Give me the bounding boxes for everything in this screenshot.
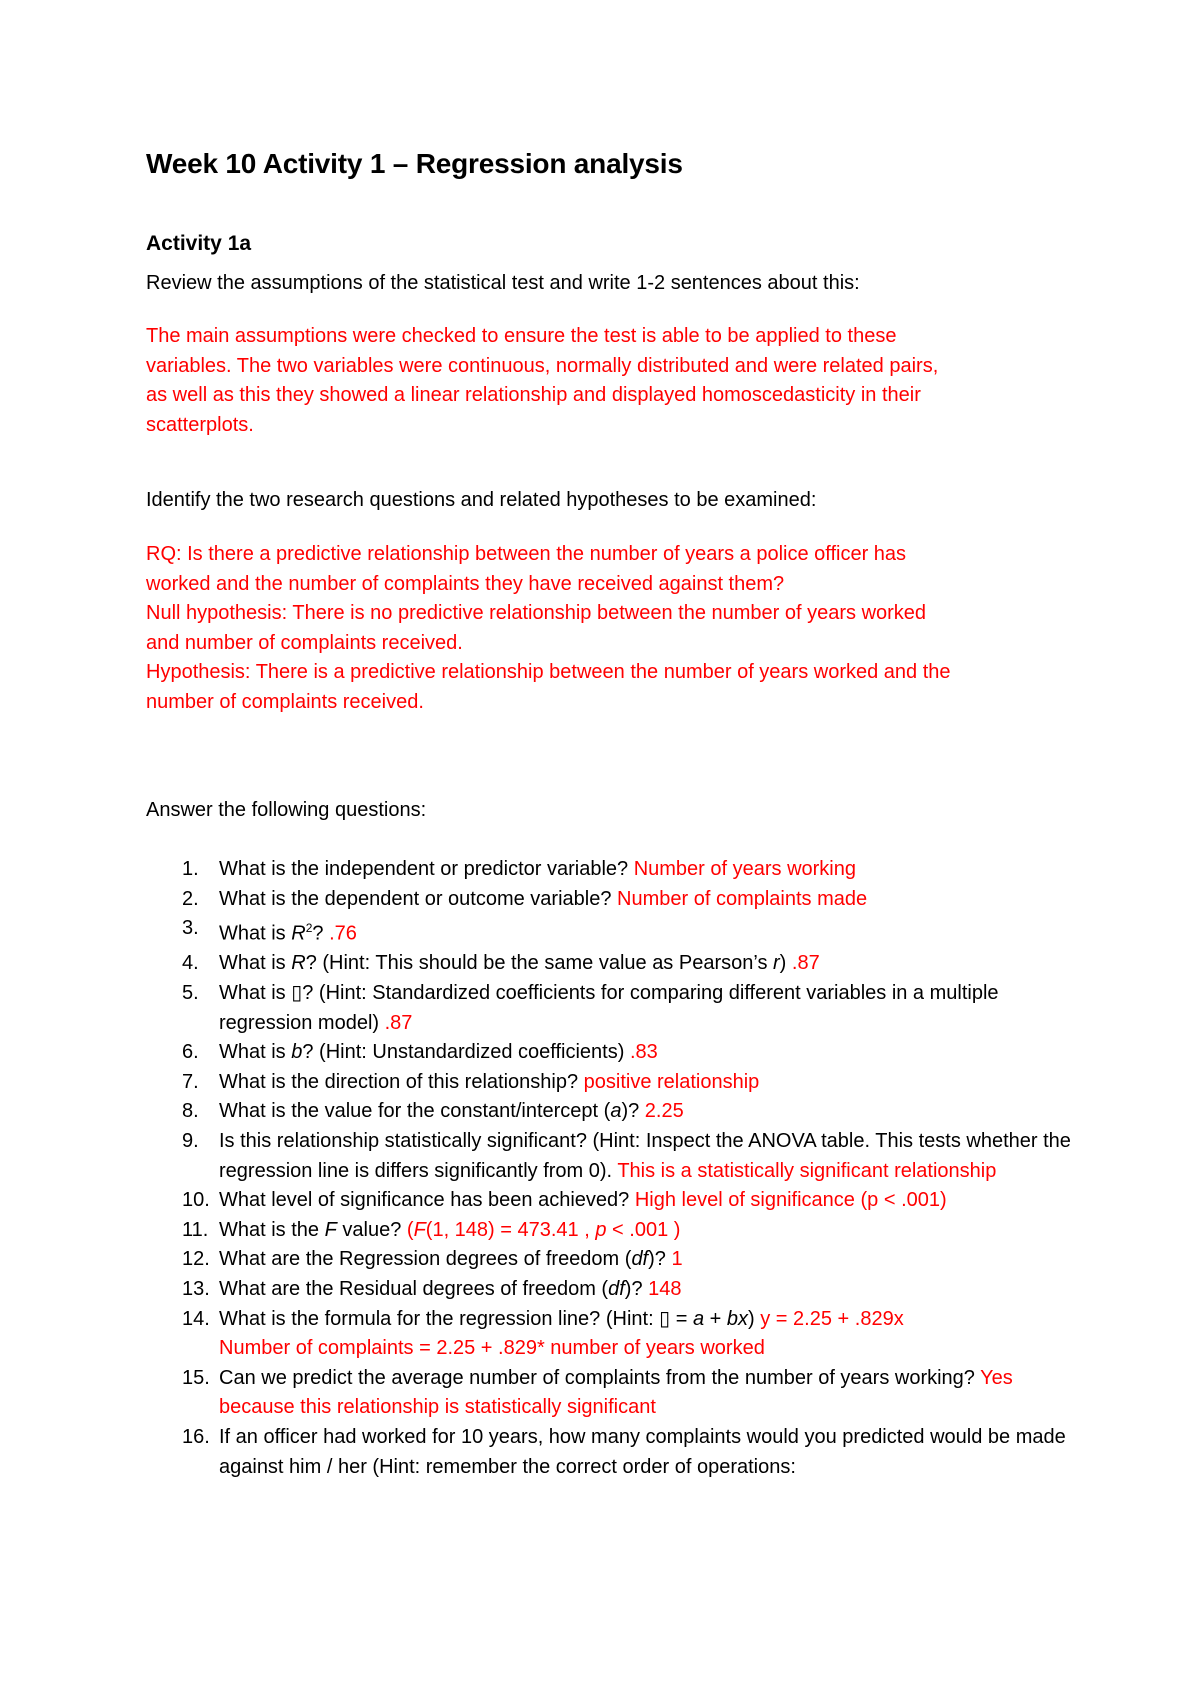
assumptions-prompt: Review the assumptions of the statistical test and write 1-2 sentences about this: (146, 272, 860, 294)
assumptions-answer-line: The main assumptions were checked to ensure the test is able to be applied to these (146, 325, 897, 347)
questions-list (146, 855, 1086, 1482)
list-item: 15. Can we predict the average number of complaints from the number of years working? Yes because this relationship is statistically significant (182, 1366, 1013, 1419)
research-answer-line: Hypothesis: There is a predictive relationship between the number of years worked and the (146, 661, 951, 684)
research-answer-line: worked and the number of complaints they have received against them? (146, 572, 785, 595)
research-prompt: Identify the two research questions and related hypotheses to be examined: (146, 489, 817, 511)
research-answer-line: RQ: Is there a predictive relationship between the number of years a police officer has (146, 543, 907, 565)
list-item: 4. What is R? (Hint: This should be the same value as Pearson’s r) .87 (182, 952, 820, 975)
questions-prompt: Answer the following questions: (146, 799, 427, 821)
document-title: Week 10 Activity 1 – Regression analysis (146, 148, 683, 179)
activity-heading: Activity 1a (146, 232, 252, 255)
list-item: 8. What is the value for the constant/intercept (a)? 2.25 (182, 1100, 684, 1123)
list-item: 2. What is the dependent or outcome variable? Number of complaints made (182, 887, 868, 910)
list-item: 13. What are the Residual degrees of freedom (df)? 148 (182, 1277, 682, 1300)
list-item: 10. What level of significance has been achieved? High level of significance (p < .001) (182, 1189, 947, 1212)
research-answer-line: and number of complaints received. (146, 631, 463, 654)
research-answer-line: Null hypothesis: There is no predictive relationship between the number of years worked (146, 602, 927, 625)
list-item: 11. What is the F value? (F(1, 148) = 473.41 , p < .001 ) (182, 1218, 681, 1241)
research-answer-line: number of complaints received. (146, 690, 424, 713)
assumptions-answer-line: variables. The two variables were continuous, normally distributed and were related pairs, (146, 354, 939, 377)
list-item: 16. If an officer had worked for 10 years, how many complaints would you predicted would be made against him / her (Hint: remember the correct order of operations: (182, 1425, 1066, 1478)
list-item: 5. What is ▯? (Hint: Standardized coefficients for comparing different variables in a multiple regression model) .87 (182, 982, 999, 1034)
assumptions-answer (146, 322, 1076, 440)
list-item: 7. What is the direction of this relationship? positive relationship (182, 1070, 760, 1093)
list-item: 3. What is $R^2$? .76 (182, 917, 357, 945)
list-item: 12. What are the Regression degrees of freedom (df)? 1 (182, 1248, 683, 1271)
list-item: 6. What is b? (Hint: Unstandardized coefficients) .83 (182, 1041, 658, 1064)
assumptions-answer-line: as well as this they showed a linear relationship and displayed homoscedasticity in their (146, 384, 921, 407)
research-answer (146, 540, 1076, 718)
assumptions-answer-line: scatterplots. (146, 413, 254, 436)
list-item: 9. Is this relationship statistically significant? (Hint: Inspect the ANOVA table. This tests whether the regression line is differs significantly from 0). This is a statistically significant relationship (182, 1130, 1071, 1182)
list-item: 14. What is the formula for the regression line? (Hint: ▯ = a + bx) y = 2.25 + .829x Number of complaints = 2.25 + .829* number of years worked (182, 1307, 904, 1360)
list-item: 1. What is the independent or predictor variable? Number of years working (182, 858, 856, 880)
